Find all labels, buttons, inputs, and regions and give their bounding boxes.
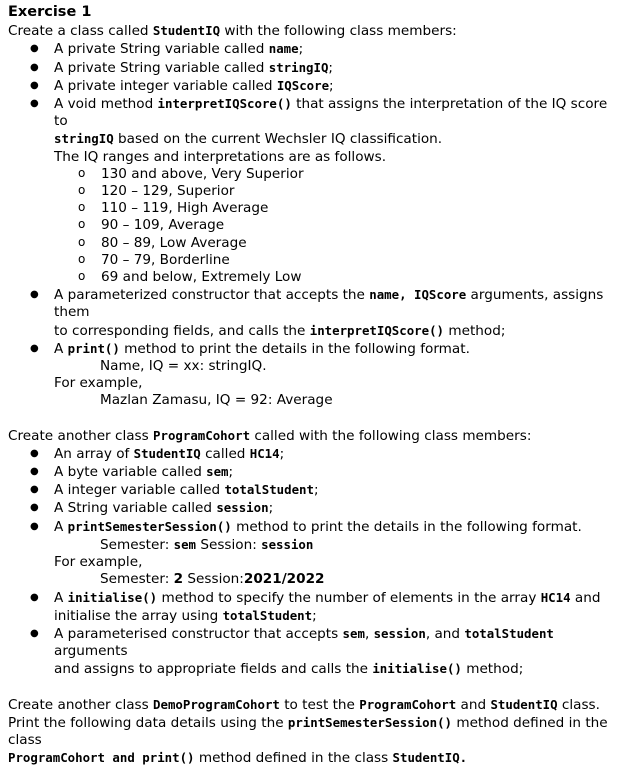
example-line: Mazlan Zamasu, IQ = 92: Average [100, 392, 333, 409]
member-initialise-method: ● A initialise() method to specify the number of elements in the array HC14 and initialise the array using totalStudent; [8, 589, 614, 625]
semester-example-line: Semester: 2 Session:2021/2022 [100, 571, 325, 588]
iq-range-item: o 70 – 79, Borderline [8, 252, 614, 269]
iq-range-item: o 80 – 89, Low Average [8, 235, 614, 252]
exercise-title: Exercise 1 [8, 4, 92, 20]
member-constructor: ● A parameterized constructor that accepts the name, IQScore arguments, assigns them to corresponding fields, and calls the interpretIQScore() method; [8, 286, 614, 340]
example-label: For example, [54, 375, 143, 392]
member-printsemestersession: ● A printSemesterSession() method to print the details in the following format. [8, 518, 614, 536]
iq-range-item: o 90 – 109, Average [8, 217, 614, 234]
iq-range-item: o 120 – 129, Superior [8, 183, 614, 200]
iq-range-item: o 69 and below, Extremely Low [8, 269, 614, 286]
member-cohort-constructor: ● A parameterised constructor that accepts sem, session, and totalStudent arguments and assigns to appropriate fields and calls the initialise() method; [8, 625, 614, 679]
member-sem: ● A byte variable called sem; [8, 463, 614, 481]
print-format-line: Name, IQ = xx: stringIQ. [100, 358, 267, 375]
semester-format-line: Semester: sem Session: session [100, 536, 314, 553]
programcohort-members-cont [8, 589, 614, 679]
demo-class-paragraph: Create another class DemoProgramCohort to test the ProgramCohort and StudentIQ class. Print the following data details using the printSemesterSession() method defined in the class ProgramCohort and print() method defined in the class StudentIQ. [8, 696, 608, 767]
iq-ranges-list [54, 166, 614, 286]
iq-range-item: o 130 and above, Very Superior [8, 166, 614, 183]
iq-range-item: o 110 – 119, High Average [8, 200, 614, 217]
member-stringiq: ● A private String variable called stringIQ; [8, 59, 614, 77]
member-hc14-array: ● An array of StudentIQ called HC14; [8, 445, 614, 463]
member-session: ● A String variable called session; [8, 499, 614, 517]
exercise-document [8, 4, 614, 767]
member-print-method: ● A print() method to print the details in the following format. [8, 340, 614, 358]
studentiq-members [8, 40, 614, 358]
programcohort-intro: Create another class ProgramCohort called with the following class members: [8, 427, 532, 444]
example-label: For example, [54, 554, 143, 571]
member-interpret-method: ● A void method interpretIQScore() that assigns the interpretation of the IQ score to stringIQ based on the current Wechsler IQ classification. The IQ ranges and interpretations are as follows. o 130 and above, Very Superior o 120 – 129, Superior o 110 – 119, High Average o 90 – 109, Average o 80 – 89, Low Average o 70 – 79, Borderline o 69 and below, Extremely Low [8, 95, 614, 286]
member-iqscore: ● A private integer variable called IQScore; [8, 77, 614, 95]
programcohort-members [8, 445, 614, 536]
member-name: ● A private String variable called name; [8, 40, 614, 58]
studentiq-intro: Create a class called StudentIQ with the following class members: [8, 23, 457, 40]
member-totalstudent: ● A integer variable called totalStudent; [8, 481, 614, 499]
